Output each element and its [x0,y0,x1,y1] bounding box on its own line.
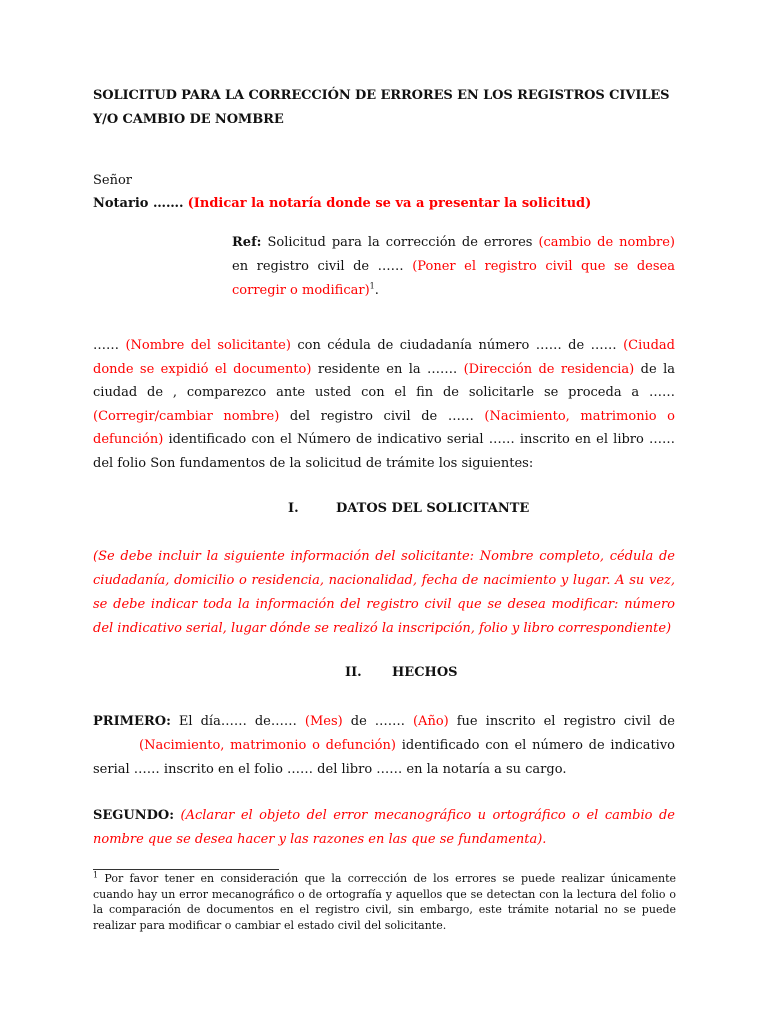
notario-label: Notario ……. [93,196,184,211]
applicant-name-hint: (Nombre del solicitante) [125,338,291,353]
year-hint: (Año) [412,714,449,729]
ref-end: . [374,283,379,298]
document-title: SOLICITUD PARA LA CORRECCIÓN DE ERRORES EN LOS REGISTROS CIVILES Y/O CAMBIO DE NOMBRE [93,88,670,127]
notario-hint: (Indicar la notaría donde se va a presentar la solicitud) [187,196,592,211]
footnote-mark: 1 [93,870,99,880]
section-number: I. [288,501,299,516]
id-city-hint: (Ciudad donde se expidió el documento) [93,338,676,377]
fact-segundo [93,804,675,852]
footnote [93,871,676,933]
body-text-1: …… [93,338,119,353]
ref-text-2: en registro civil de …… [232,259,404,274]
address-hint: (Dirección de residencia) [463,361,635,377]
salutation: Señor [93,173,133,188]
month-hint: (Mes) [304,714,343,729]
section-heading-applicant [288,498,529,520]
footnote-reference[interactable]: 1 [369,281,375,291]
registry-type-hint: (Nacimiento, matrimonio o defunción) [139,738,396,753]
body-text-2: con cédula de ciudadanía número …… de …… [297,338,617,353]
primero-text-4: identificado con el número de indicativo serial …… inscrito en el folio …… del libro …… en la notaría a su cargo. [93,738,676,777]
body-text-3: residente en la ……. [317,361,458,377]
reference-block [232,231,675,303]
footnote-text: Por favor tener en consideración que la corrección de los errores se puede realizar únicamente cuando hay un error mecanográfico o de ortografía y aquellos que se detectan con la lectura del folio o la comparación de documentos en el registro civil, sin embargo, este trámite notarial no se puede realizar para modificar o cambiar el estado civil del solicitante. [93,872,676,932]
footnote-separator [93,869,279,870]
request-paragraph [93,334,675,475]
segundo-hint: (Aclarar el objeto del error mecanográfico u ortográfico o el cambio de nombre que se desea hacer y las razones en las que se fundamenta). [93,808,675,847]
section-heading-facts [345,662,458,684]
notario-line [93,193,591,215]
fact-primero [93,710,675,782]
body-text-5: del registro civil de …… [289,408,474,424]
body-text-4: de la ciudad de , comparezco ante usted con el fin de solicitarle se proceda a …… [93,361,675,400]
segundo-label: SEGUNDO: [93,808,175,823]
primero-text-2: de ……. [350,714,405,729]
primero-label: PRIMERO: [93,714,171,729]
registry-type-hint: (Nacimiento, matrimonio o defunción) [93,408,675,447]
section-number: II. [345,665,362,680]
body-text-6: identificado con el Número de indicativo serial …… inscrito en el libro …… del folio Son fundamentos de la solicitud de trámite los siguientes: [93,432,676,471]
ref-label: Ref: [232,235,262,250]
primero-text-3: fue inscrito el registro civil de [456,714,675,729]
applicant-data-hint: (Se debe incluir la siguiente información del solicitante: Nombre completo, cédula de ciudadanía, domicilio o residencia, nacionalidad, fecha de nacimiento y lugar. A su vez, se debe indicar toda la información del registro civil que se desea modificar: número del indicativo serial, lugar dónde se realizó la inscripción, folio y libro correspondiente) [93,549,675,636]
section-title: DATOS DEL SOLICITANTE [336,501,530,516]
ref-hint-1: (cambio de nombre) [538,235,676,250]
section-title: HECHOS [392,665,458,680]
ref-hint-2: (Poner el registro civil que se desea corregir o modificar) [232,259,675,298]
ref-text-1: Solicitud para la corrección de errores [267,235,533,250]
action-hint: (Corregir/cambiar nombre) [93,408,280,424]
primero-text-1: El día…… de…… [178,714,297,729]
